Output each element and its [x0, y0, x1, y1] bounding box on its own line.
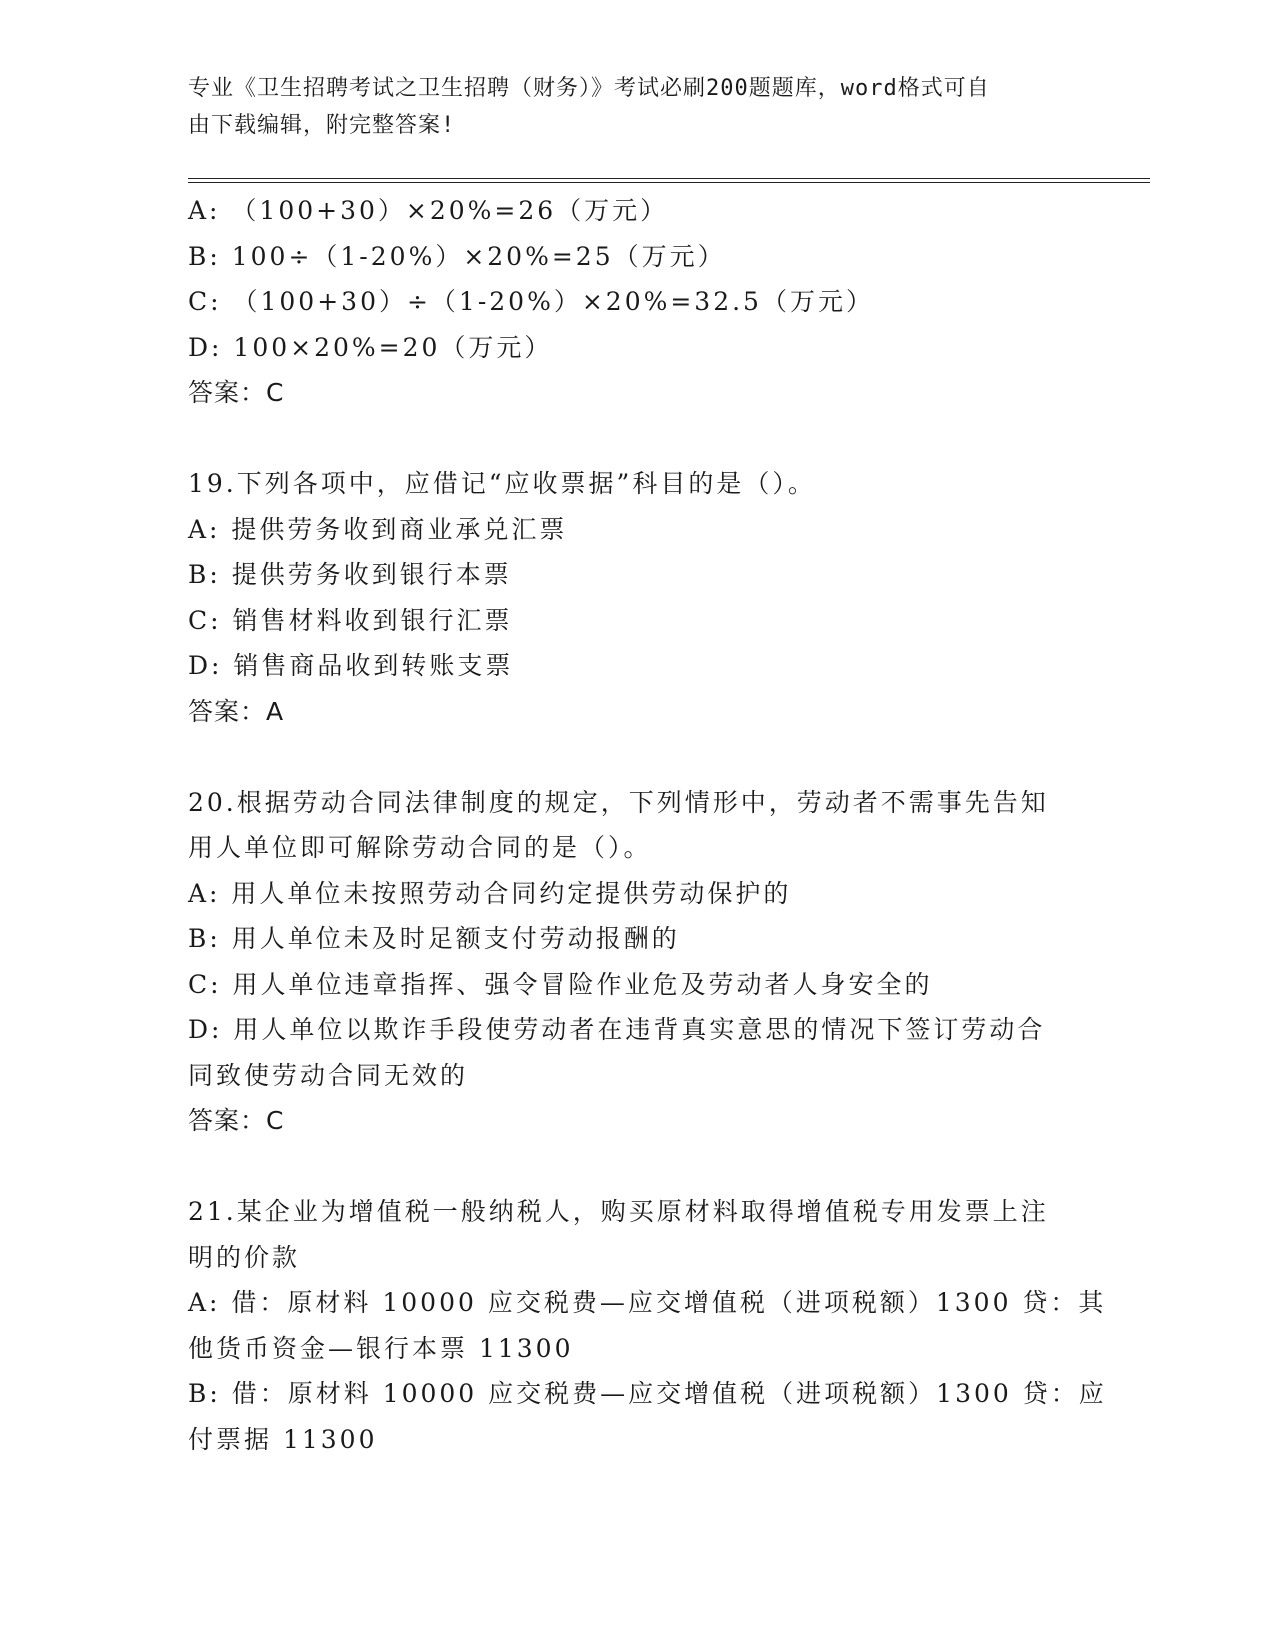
option-d: D: 销售商品收到转账支票 — [188, 651, 514, 680]
option-a: A: 提供劳务收到商业承兑汇票 — [188, 514, 568, 544]
spacer — [188, 1144, 1088, 1190]
option-a-line-2: 他货币资金—银行本票 11300 — [188, 1333, 574, 1363]
header-line-2: 由下载编辑，附完整答案! — [188, 113, 456, 138]
answer-label: 答案：A — [188, 696, 285, 726]
question-stem-line-2: 明的价款 — [188, 1242, 301, 1272]
question-18-block — [188, 188, 1088, 416]
question-list — [188, 188, 1107, 1462]
option-a: A: 用人单位未按照劳动合同约定提供劳动保护的 — [188, 878, 792, 908]
option-c: C: 销售材料收到银行汇票 — [188, 605, 513, 635]
option-c: C: （100+30）÷（1-20%）×20%=32.5（万元） — [188, 287, 874, 316]
option-b-line-2: 付票据 11300 — [188, 1424, 378, 1454]
question-21-block — [188, 1189, 1107, 1462]
question-stem-line-1: 21.某企业为增值税一般纳税人，购买原材料取得增值税专用发票上注 — [188, 1197, 1049, 1226]
option-d-line-1: D: 用人单位以欺诈手段使劳动者在违背真实意思的情况下签订劳动合 — [188, 1015, 1046, 1044]
option-b: B: 用人单位未及时足额支付劳动报酬的 — [188, 924, 680, 953]
spacer — [188, 734, 1088, 780]
answer-label: 答案：C — [188, 1106, 285, 1135]
option-d: D: 100×20%=20（万元） — [188, 332, 553, 362]
option-a-line-1: A: 借：原材料 10000 应交税费—应交增值税（进项税额）1300 贷：其 — [188, 1288, 1107, 1317]
question-19-block — [188, 461, 1088, 734]
question-stem: 19.下列各项中，应借记“应收票据”科目的是（）。 — [188, 469, 816, 498]
header-divider-bottom — [188, 182, 1150, 183]
answer-label: 答案：C — [188, 378, 285, 407]
option-b: B: 100÷（1-20%）×20%=25（万元） — [188, 241, 726, 271]
header-divider-top — [188, 178, 1150, 179]
option-d-line-2: 同致使劳动合同无效的 — [188, 1060, 469, 1090]
option-a: A: （100+30）×20%=26（万元） — [188, 196, 669, 225]
question-stem-line-1: 20.根据劳动合同法律制度的规定，下列情形中，劳动者不需事先告知 — [188, 787, 1049, 817]
option-c: C: 用人单位违章指挥、强令冒险作业危及劳动者人身安全的 — [188, 969, 933, 999]
option-b: B: 提供劳务收到银行本票 — [188, 560, 512, 589]
document-header — [188, 70, 1068, 144]
question-20-block — [188, 780, 1088, 1144]
header-line-1: 专业《卫生招聘考试之卫生招聘（财务）》考试必刷200题题库，word格式可自 — [188, 76, 990, 101]
option-b-line-1: B: 借：原材料 10000 应交税费—应交增值税（进项税额）1300 贷：应 — [188, 1379, 1107, 1408]
question-stem-line-2: 用人单位即可解除劳动合同的是（）。 — [188, 833, 652, 862]
spacer — [188, 416, 1088, 462]
